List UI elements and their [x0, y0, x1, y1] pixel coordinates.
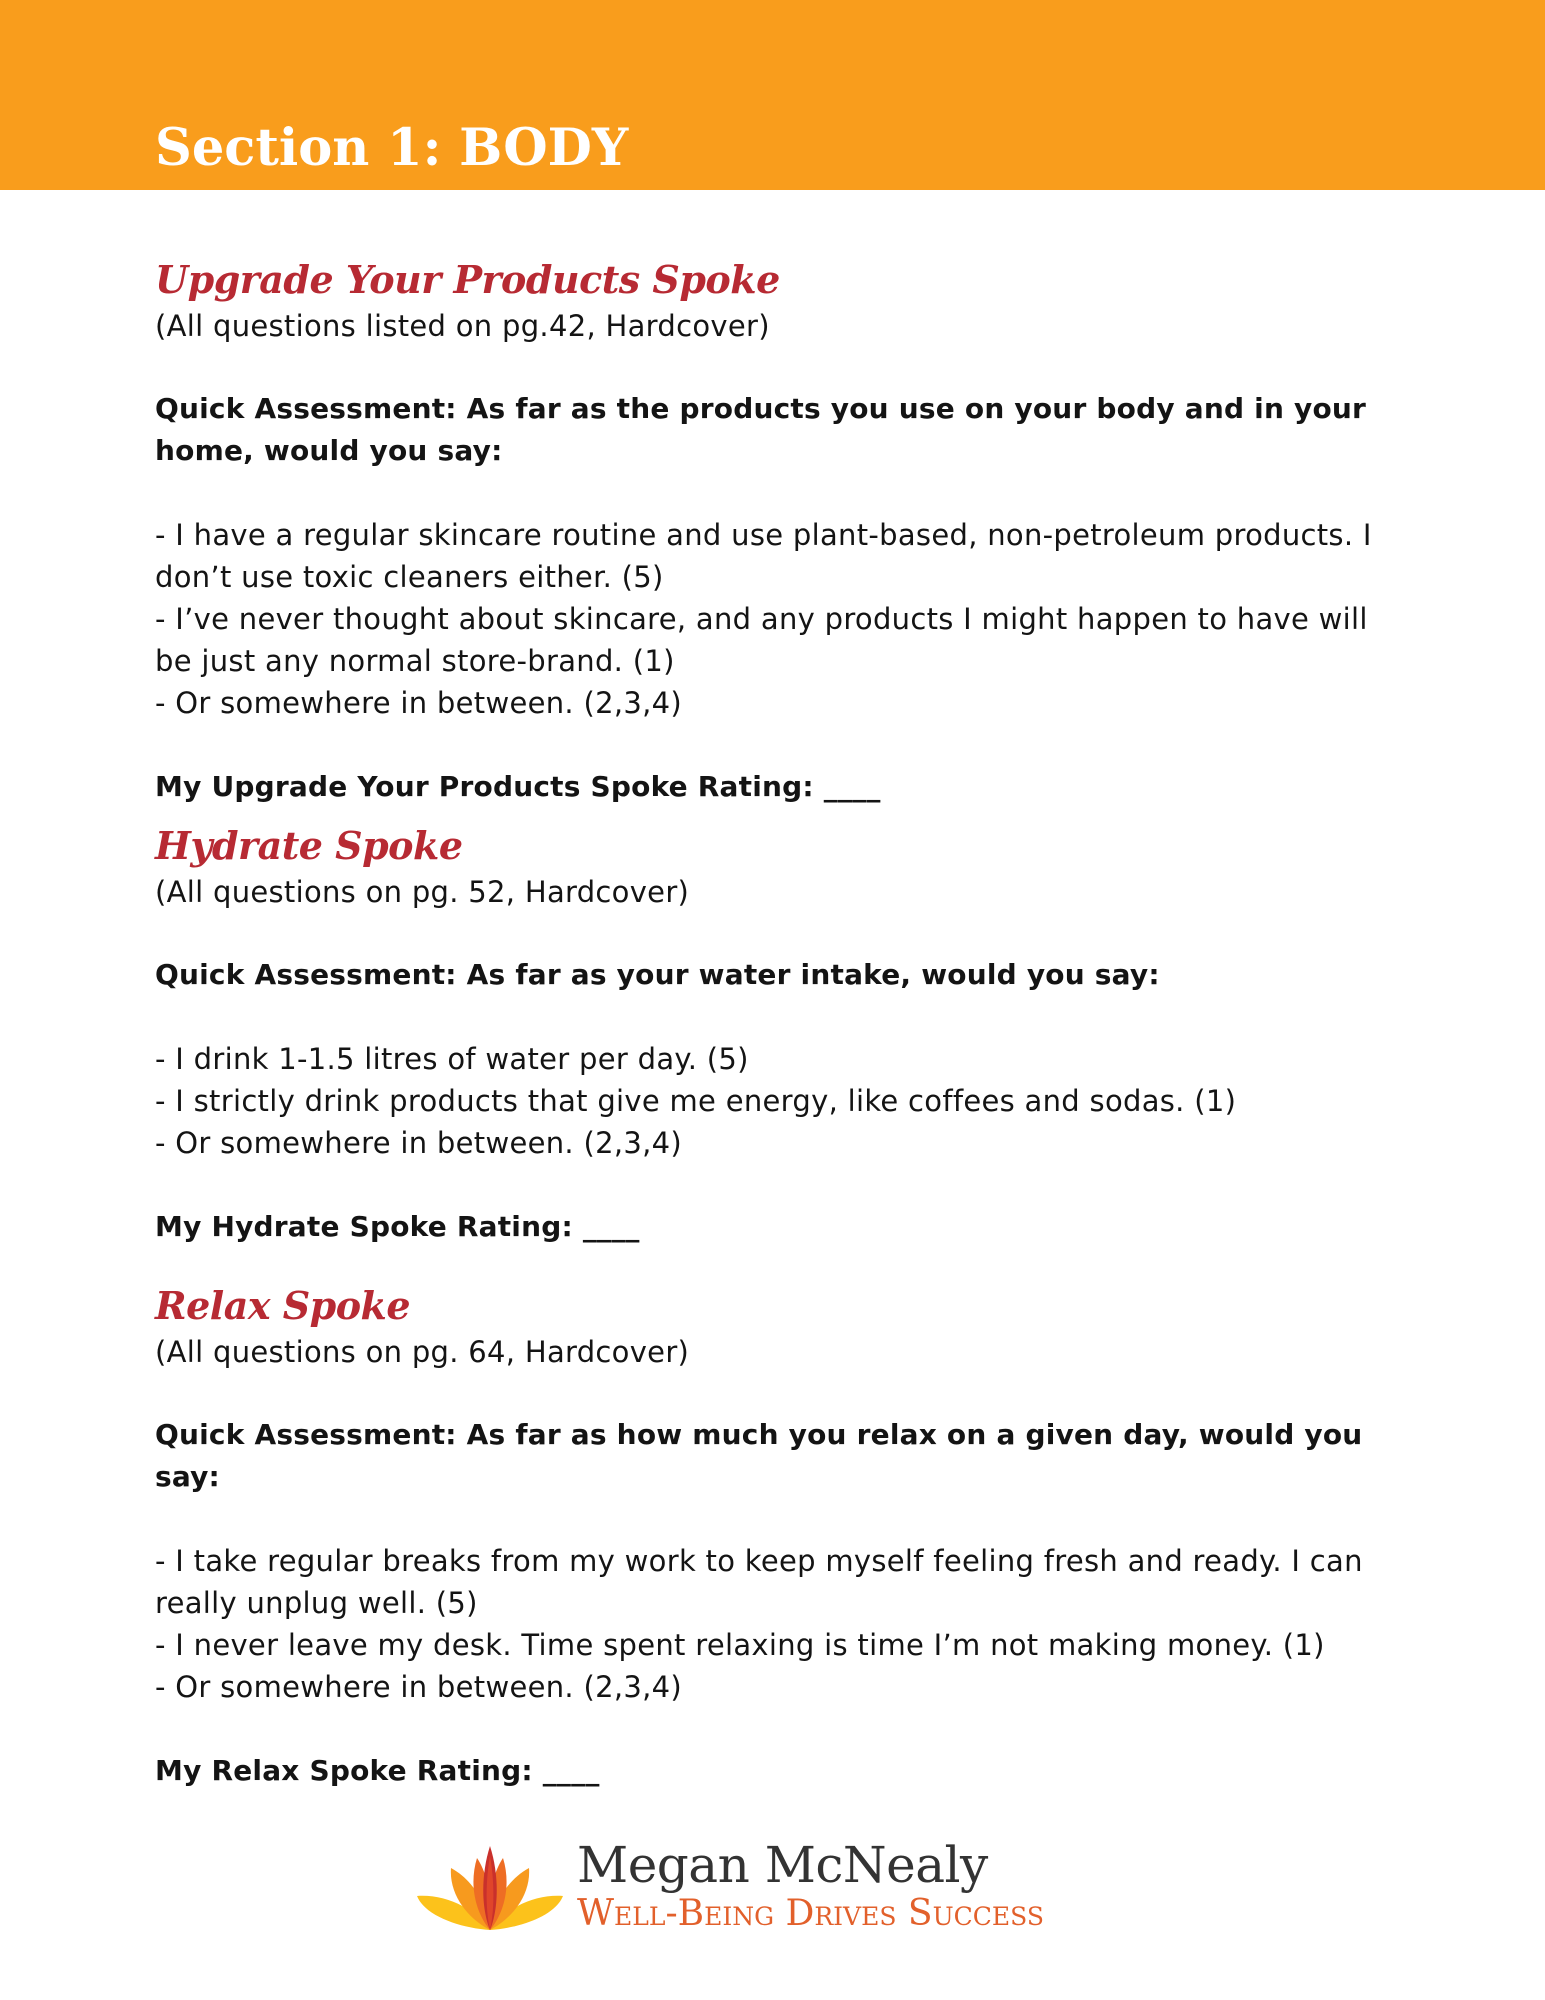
brand-name: Megan McNealy [577, 1836, 988, 1894]
spoke-upgrade-products [155, 255, 1395, 808]
option-item: - I take regular breaks from my work to keep myself feeling fresh and ready. I can really unplug well. (5) [155, 1544, 1363, 1620]
option-item: - Or somewhere in between. (2,3,4) [155, 1670, 682, 1704]
option-item: - I have a regular skincare routine and use plant-based, non-petroleum products. I don’t use toxic cleaners either. (5) [155, 518, 1372, 594]
option-item: - Or somewhere in between. (2,3,4) [155, 686, 682, 720]
spoke-title: Relax Spoke [155, 1283, 411, 1328]
spoke-rating: My Relax Spoke Rating: ____ [155, 1754, 600, 1787]
spoke-relax [155, 1281, 1395, 1792]
option-item: - Or somewhere in between. (2,3,4) [155, 1126, 682, 1160]
spoke-rating: My Hydrate Spoke Rating: ____ [155, 1210, 640, 1243]
option-item: - I strictly drink products that give me energy, like coffees and sodas. (1) [155, 1084, 1237, 1118]
assessment-options [155, 514, 1395, 724]
assessment-options [155, 1540, 1395, 1708]
quick-assessment: Quick Assessment: As far as how much you relax on a given day, would you say: [155, 1418, 1363, 1493]
spoke-title: Hydrate Spoke [155, 823, 463, 868]
quick-assessment: Quick Assessment: As far as the products you use on your body and in your home, would you say: [155, 392, 1367, 467]
lotus-icon [415, 1838, 565, 1938]
section-title: Section 1: BODY [155, 118, 629, 178]
section-header-band [0, 0, 1545, 190]
option-item: - I’ve never thought about skincare, and any products I might happen to have will be just any normal store-brand. (1) [155, 602, 1368, 678]
assessment-options [155, 1038, 1395, 1164]
option-item: - I never leave my desk. Time spent relaxing is time I’m not making money. (1) [155, 1628, 1325, 1662]
brand-tagline: Well-Being Drives Success [577, 1893, 1044, 1934]
brand-logo [415, 1838, 1135, 1938]
spoke-title: Upgrade Your Products Spoke [155, 257, 780, 302]
spoke-rating: My Upgrade Your Products Spoke Rating: ____ [155, 770, 881, 803]
page-reference: (All questions on pg. 52, Hardcover) [155, 875, 690, 909]
page-reference: (All questions on pg. 64, Hardcover) [155, 1335, 690, 1369]
quick-assessment: Quick Assessment: As far as your water intake, would you say: [155, 958, 1160, 991]
page-reference: (All questions listed on pg.42, Hardcover) [155, 309, 770, 343]
spoke-hydrate [155, 821, 1395, 1248]
option-item: - I drink 1-1.5 litres of water per day. (5) [155, 1042, 749, 1076]
